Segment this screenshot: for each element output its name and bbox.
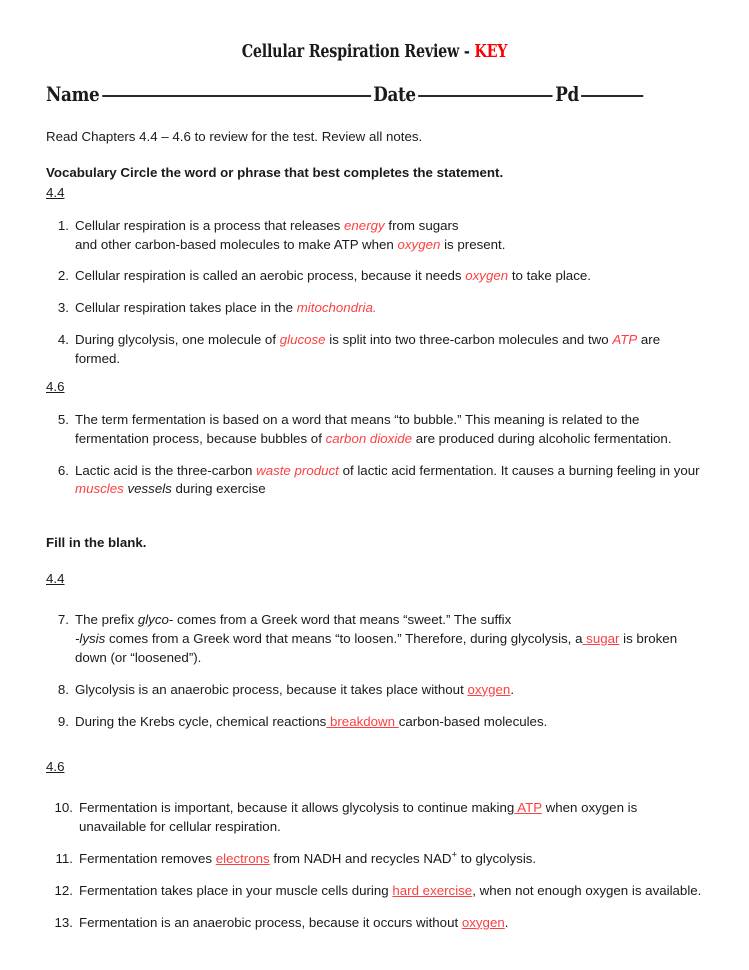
list-item-number: 7. — [57, 612, 69, 627]
list-item-number: 12. — [54, 882, 73, 898]
body-text: During the Krebs cycle, chemical reactions — [75, 713, 327, 729]
body-text: is split into two three-carbon molecules and two — [325, 332, 613, 348]
list-item-text — [75, 332, 660, 366]
body-text: The term fermentation is based on a word that means “to bubble.” This meaning is related to the fermentation process, because bubbles of — [75, 411, 640, 446]
answer-text: sugar — [586, 630, 620, 646]
body-text: Cellular respiration takes place in the — [75, 300, 297, 316]
fill-list-46 — [46, 799, 703, 932]
list-item-text — [75, 412, 672, 446]
vocabulary-list-46 — [46, 411, 703, 500]
body-text: Glycolysis is an anaerobic process, because it takes place without — [75, 681, 468, 697]
body-text: Fermentation removes — [79, 851, 216, 866]
body-text: is present. — [440, 236, 506, 252]
body-text: of lactic acid fermentation. It causes a burning feeling in your — [338, 462, 700, 478]
body-text: Cellular respiration is a process that releases — [75, 217, 345, 233]
answer-text: glucose — [279, 332, 326, 348]
section-label-4-6-vocab: 4.6 — [46, 378, 65, 394]
body-text: and other carbon-based molecules to make ATP when — [75, 236, 398, 252]
body-text: . — [504, 914, 509, 930]
section-label-4-4-fill: 4.4 — [46, 571, 65, 587]
body-text: comes from a Greek word that means “to loosen.” Therefore, during glycolysis, a — [105, 630, 583, 646]
body-text: glyco — [137, 612, 169, 627]
list-item — [46, 462, 703, 500]
list-item-text — [75, 682, 514, 697]
body-text: . — [510, 681, 515, 697]
list-item — [46, 799, 703, 837]
list-item-text — [79, 851, 536, 866]
pd-blank[interactable] — [581, 95, 643, 97]
body-text: - comes from a Greek word that means “sweet.” The suffix — [168, 612, 512, 627]
list-item-number: 2. — [57, 268, 69, 284]
list-item-text — [75, 612, 677, 665]
list-item-number: 4. — [57, 332, 69, 348]
page-title-text: Cellular Respiration Review - — [241, 42, 475, 62]
body-text: Fermentation is important, because it allows glycolysis to continue making — [79, 800, 515, 816]
list-item-number: 6. — [57, 462, 69, 478]
body-text: to take place. — [508, 268, 591, 284]
answer-text: carbon dioxide — [325, 430, 413, 446]
list-item — [46, 331, 703, 369]
answer-text: breakdown — [326, 713, 399, 729]
list-item — [46, 713, 703, 732]
list-item-number: 11. — [55, 851, 73, 866]
vocabulary-list-44 — [46, 217, 703, 369]
body-text: -lysis — [75, 630, 106, 646]
intro-text: Read Chapters 4.4 – 4.6 to review for the test. Review all notes. — [46, 129, 423, 144]
list-item — [46, 611, 703, 668]
vocabulary-heading: Vocabulary Circle the word or phrase that best completes the statement. — [46, 164, 504, 180]
body-text: Lactic acid is the three-carbon — [75, 462, 257, 478]
worksheet-body — [46, 128, 703, 933]
list-item-text — [75, 268, 591, 283]
list-item — [46, 882, 703, 901]
fill-in-blank-heading: Fill in the blank. — [46, 535, 147, 551]
answer-text: electrons — [215, 851, 270, 866]
body-text: is broken down (or “loosened”). — [75, 630, 678, 665]
answer-text: muscles — [75, 481, 124, 497]
section-label-4-6-fill: 4.6 — [46, 759, 65, 775]
list-item-text — [75, 300, 377, 315]
list-item — [46, 850, 703, 869]
fill-list-44 — [46, 611, 703, 731]
list-item — [46, 411, 703, 449]
body-text: Fermentation takes place in your muscle cells during — [79, 882, 393, 898]
section-label-4-4-vocab: 4.4 — [46, 184, 65, 200]
body-text: from sugars — [384, 217, 459, 233]
list-item-text — [79, 800, 637, 834]
body-text: vessels — [127, 481, 172, 497]
list-item-text — [75, 714, 547, 729]
body-text: The prefix — [75, 612, 138, 627]
list-item — [46, 914, 703, 933]
list-item-number: 5. — [57, 411, 69, 427]
answer-text: ATP — [612, 332, 638, 348]
name-blank[interactable] — [102, 95, 371, 97]
list-item — [46, 267, 703, 286]
body-text: Cellular respiration is called an aerobic process, because it needs — [75, 268, 466, 284]
body-text: are produced during alcoholic fermentation. — [412, 430, 672, 446]
body-text: during exercise — [171, 481, 266, 497]
body-text: to glycolysis. — [457, 851, 537, 866]
date-blank[interactable] — [418, 95, 552, 97]
answer-text: energy — [344, 217, 385, 233]
list-item-number: 10. — [54, 800, 73, 816]
page-title — [105, 0, 644, 62]
list-item-text — [79, 915, 508, 930]
body-text: from NADH and recycles NAD — [269, 851, 452, 866]
list-item-number: 3. — [57, 300, 69, 316]
answer-text: oxygen — [467, 681, 511, 697]
answer-text: oxygen — [397, 236, 441, 252]
answer-text: mitochondria. — [296, 300, 377, 316]
list-item-text — [75, 218, 505, 252]
body-text: when oxygen is unavailable for cellular respiration. — [79, 800, 638, 835]
body-text: During glycolysis, one molecule of — [75, 332, 280, 348]
answer-text: ATP — [514, 800, 542, 816]
superscript: + — [451, 849, 458, 861]
student-info-line — [46, 82, 598, 106]
answer-text: waste product — [256, 462, 339, 478]
list-item — [46, 681, 703, 700]
answer-text: oxygen — [461, 914, 505, 930]
answer-text: hard exercise — [392, 882, 473, 898]
body-text: , when not enough oxygen is available. — [472, 882, 702, 898]
date-label: Date — [373, 82, 416, 106]
name-label: Name — [46, 82, 100, 106]
list-item-number: 8. — [57, 681, 69, 697]
list-item — [46, 299, 703, 318]
list-item — [46, 217, 703, 255]
body-text: Fermentation is an anaerobic process, because it occurs without — [79, 914, 462, 930]
page-title-key: KEY — [474, 42, 508, 62]
list-item-number: 1. — [57, 217, 69, 233]
body-text: are formed. — [75, 332, 661, 366]
pd-label: Pd — [555, 82, 579, 106]
list-item-text — [79, 883, 701, 898]
answer-text: oxygen — [465, 268, 509, 284]
body-text: carbon-based molecules. — [398, 713, 548, 729]
list-item-number: 13. — [54, 914, 73, 930]
list-item-text — [75, 463, 700, 497]
list-item-number: 9. — [57, 713, 69, 729]
